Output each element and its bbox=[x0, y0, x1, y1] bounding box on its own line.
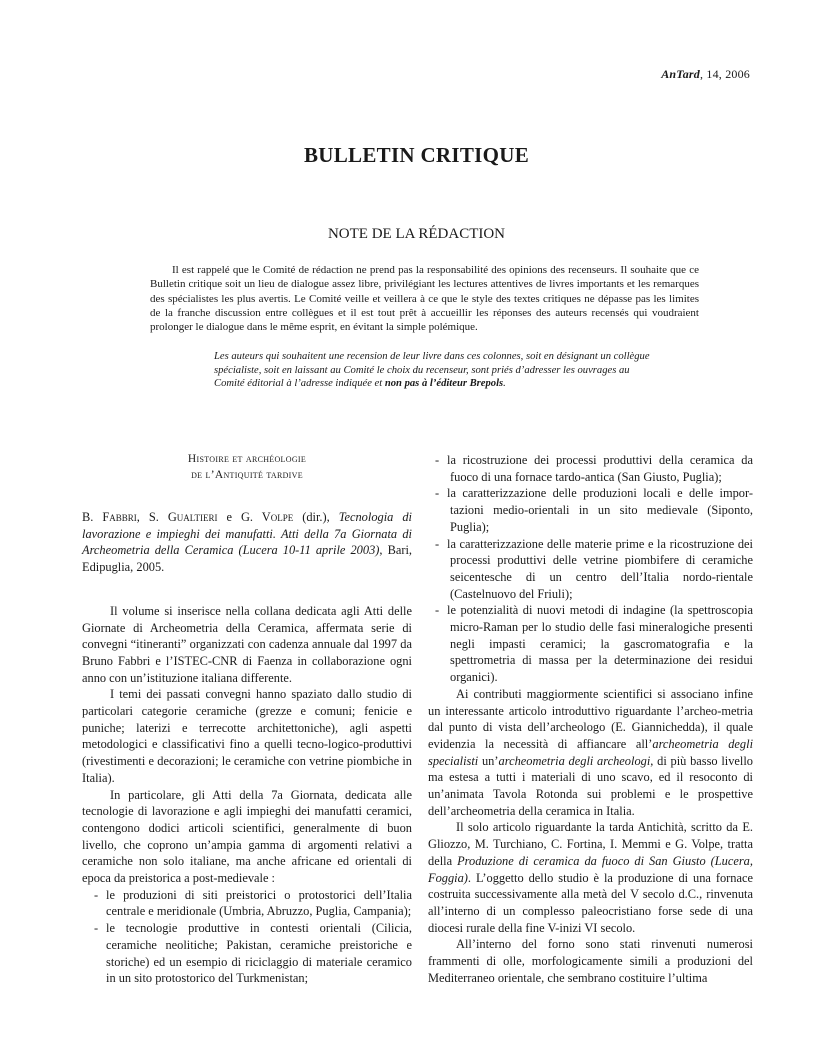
paragraph: Ai contributi maggiormente scientifici si associano infine un interessante articolo introduttivo riguardante l’archeo-metria dal punto di vista dell’archeologo (E. Giannichedda), il quale evidenzia la necessità di affiancare all’archeometria degli specialisti un’archeometria degli archeologi, di più basso livello ma estesa a tutti i materiali di uno scavo, ed il resoconto di un’animata Tavola Rotonda sui problemi e le prospettive dell’archeometria della ceramica in Italia. bbox=[428, 686, 754, 818]
ref-author1-sc: abbri bbox=[109, 510, 137, 524]
ref-author1: B. F bbox=[82, 510, 110, 524]
editorial-note: Il est rappelé que le Comité de rédaction ne prend pas la responsabilité des opinions des recenseurs. Il souhaite que ce Bulletin critique soit un lieu de dialogue assez libre, privilégiant les lectures attentives de livres importants et les remarques des spécialistes les plus avertis. Le Comité veille et veillera à ce que le style des textes critiques ne dépasse pas les limites de la franche discussion entre collègues et il est tout prêt à accueillir les réponses des auteurs recensés qui voudraient prolonger le dialogue dans le même esprit, en évitant la simple polémique. bbox=[150, 264, 699, 334]
ref-author2: , S. G bbox=[136, 510, 177, 524]
section-heading bbox=[82, 452, 412, 483]
paragraph: In particolare, gli Atti della 7a Giornata, dedicata alle tecnologie di lavorazione e agli impieghi dei manufatti ceramici, contengono dodici articoli scientifici, generalmente di buon livello, che coprono un’ampia gamma di argomenti relativi a ceramiche non solo italiane, ma anche africane ed orientali di epoca da preistorica a post-medievale : bbox=[82, 787, 412, 886]
topic-list-right bbox=[428, 452, 753, 686]
ref-author2-sc: ualtieri bbox=[176, 510, 218, 524]
list-item: - le potenzialità di nuovi metodi di indagine (la spettroscopia micro-Raman per lo studio delle fasi mineralogiche presenti negli impasti ceramici; la gascromatografia e la spettrometria di massa per la determinazione dei residui organici). bbox=[435, 603, 753, 685]
left-column bbox=[82, 452, 412, 987]
book-reference bbox=[82, 509, 412, 576]
paragraph: I temi dei passati convegni hanno spaziato dallo studio di particolari categorie ceramiche (grezze e comuni; fenicie e puniche; laterizi e terrecotte architettoniche), agli aspetti metodologici e classificativi fino a quelli tecno-logico-produttivi (rivestimenti e decorazioni; le ceramiche con vetrine piombiche in Italia). bbox=[82, 687, 412, 785]
paragraph: Il volume si inserisce nella collana dedicata agli Atti delle Giornate di Archeometria della Ceramica, affermata serie di convegni “itineranti” organizzati con cadenza annuale dal 1997 da Bruno Fabbri e l’ISTEC-CNR di Faenza in collaborazione ogni anno con un’istituzione italiana differente. bbox=[82, 603, 412, 685]
ref-author3: e G. V bbox=[217, 510, 271, 524]
ref-title: Tecnologia di lavorazione e impieghi dei manufatti. Atti della 7a Giornata di Archeometria della Ceramica (Lucera 10-11 aprile 2003) bbox=[82, 510, 412, 558]
list-item: - la ricostruzione dei processi produttivi della ceramica da fuoco di una fornace tardo-antica (San Giusto, Puglia); bbox=[435, 453, 753, 484]
paragraph: All’interno del forno sono stati rinvenuti numerosi frammenti di olle, morfologicamente simili a produzioni del Mediterraneo orientale, che sembrano costituire l’ultima bbox=[428, 937, 753, 985]
ref-author3-sc: olpe bbox=[270, 510, 294, 524]
page-title: BULLETIN CRITIQUE bbox=[303, 143, 530, 167]
topic-list-left bbox=[82, 887, 412, 987]
section-heading-line1: Histoire et archéologie bbox=[187, 453, 307, 465]
paragraph: Il solo articolo riguardante la tarda Antichità, scritto da E. Gliozzo, M. Turchiano, C. Fortina, I. Memmi e G. Volpe, tratta della Produzione di ceramica da fuoco di San Giusto (Lucera, Foggia). L’oggetto dello studio è la produzione di una fornace costruita successivamente alla metà del V secolo d.C., rinvenuta all’interno di un complesso paleocristiano forse sede di una diocesi rurale della fine V-inizi VI secolo. bbox=[428, 820, 753, 935]
list-item: - le tecnologie produttive in contesti orientali (Cilicia, ceramiche neolitiche; Pakistan, ceramiche preistoriche e storiche) ed un esempio di riciclaggio di materiale ceramico in un sito protostorico del Turkmenistan; bbox=[94, 921, 412, 986]
list-item: - le produzioni di siti preistorici o protostorici dell’Italia centrale e meridionale (Umbria, Abruzzo, Puglia, Campania); bbox=[94, 887, 412, 919]
journal-name: AnTard bbox=[661, 67, 700, 81]
submission-instructions bbox=[214, 350, 654, 391]
ref-publisher: , Bari, Edipuglia, 2005. bbox=[82, 543, 412, 575]
right-column bbox=[428, 452, 753, 987]
list-item: - la caratterizzazione delle produzioni locali e delle impor-tazioni medio-orientali in un sito medievale (Siponto, Puglia); bbox=[435, 486, 753, 534]
instructions-emphasis: non pas à l’éditeur Brepols bbox=[384, 378, 504, 389]
instructions-end: . bbox=[503, 378, 506, 389]
instructions-text: Les auteurs qui souhaitent une recension de leur livre dans ces colonnes, soit en désignant un collègue spécialiste, soit en laissant au Comité le choix du recenseur, sont priés d’adresser les ouvrages au Comité éditorial à l’adresse indiquée et bbox=[214, 351, 650, 389]
list-item: - la caratterizzazione delle materie prime e la ricostruzione dei processi produttivi delle vetrine piombifere di ceramiche seicentesche di un centro dell’Italia nordo-rientale (Castelnuovo del Friuli); bbox=[435, 536, 753, 601]
section-heading-line2: de l’Antiquité tardive bbox=[191, 468, 303, 481]
running-head bbox=[661, 67, 750, 82]
ref-dir: (dir.), bbox=[293, 510, 339, 524]
note-title: NOTE DE LA RÉDACTION bbox=[327, 226, 506, 242]
journal-issue: , 14, 2006 bbox=[700, 67, 750, 81]
